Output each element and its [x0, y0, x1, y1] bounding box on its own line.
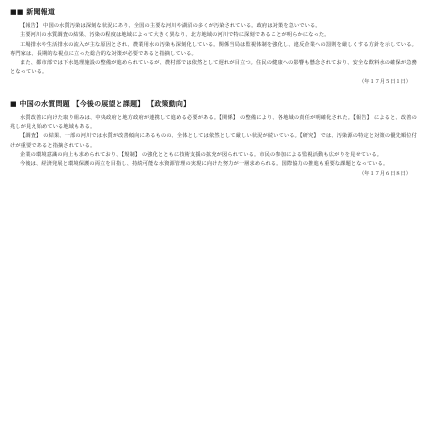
paragraph: 【報告】 中国の水質汚染は深刻な状況にあり、全国の主要な河川や湖沼の多くが汚染されている。政府は対策を急いでいる。	[20, 23, 321, 29]
paragraph: 水質改善に向けた取り組みは、中央政府と地方政府が連携して進める必要がある。【関係】 の整備により、各地域の責任が明確化された。【報告】 によると、改善の兆しが見え始めている地域もある。	[10, 114, 417, 131]
paragraph: 企業の環境意識の向上も求められており、【規制】 の強化とともに技術支援の拡充が図られている。市民の参加による監視活動も広がりを見せている。	[20, 151, 383, 158]
paragraph: 今後は、経済発展と環境保護の両立を目指し、持続可能な水資源管理の実現に向けた努力が一層求められる。国際協力の推進も重要な課題となっている。	[20, 161, 389, 168]
paragraph: 【調査】 の結果、一部の河川では水質が改善傾向にあるものの、全体としては依然として厳しい状況が続いている。【研究】 では、汚染源の特定と対策の優先順位付けが重要であると指摘されている。	[10, 133, 417, 149]
section-title: ■■ 新聞報道	[10, 8, 56, 16]
paragraph: 主要河川の水質調査の結果、汚染の程度は地域によって大きく異なり、北方地域の河川で特に深刻であることが明らかになった。	[20, 32, 330, 39]
date-signature: （年１７月６日８日）	[359, 170, 411, 177]
section-title: ■ 中国の水質問題 【今後の展望と課題】 【政策動向】	[10, 99, 191, 108]
date-signature: （年１７月５日１日）	[359, 78, 411, 85]
paragraph: 工場排水や生活排水の流入が主な原因とされ、農業用水の汚染も深刻化している。関係当局は監視体制を強化し、違反企業への罰則を厳しくする方針を示している。専門家は、長期的な視点に立った総合的な対策が必要であると指摘している。	[10, 41, 417, 57]
paragraph: また、都市部では下水処理施設の整備が進められているが、農村部では依然として遅れが目立つ。住民の健康への影響も懸念されており、安全な飲料水の確保が急務となっている。	[10, 60, 417, 76]
news-section	[10, 7, 417, 87]
analysis-section	[10, 99, 417, 179]
